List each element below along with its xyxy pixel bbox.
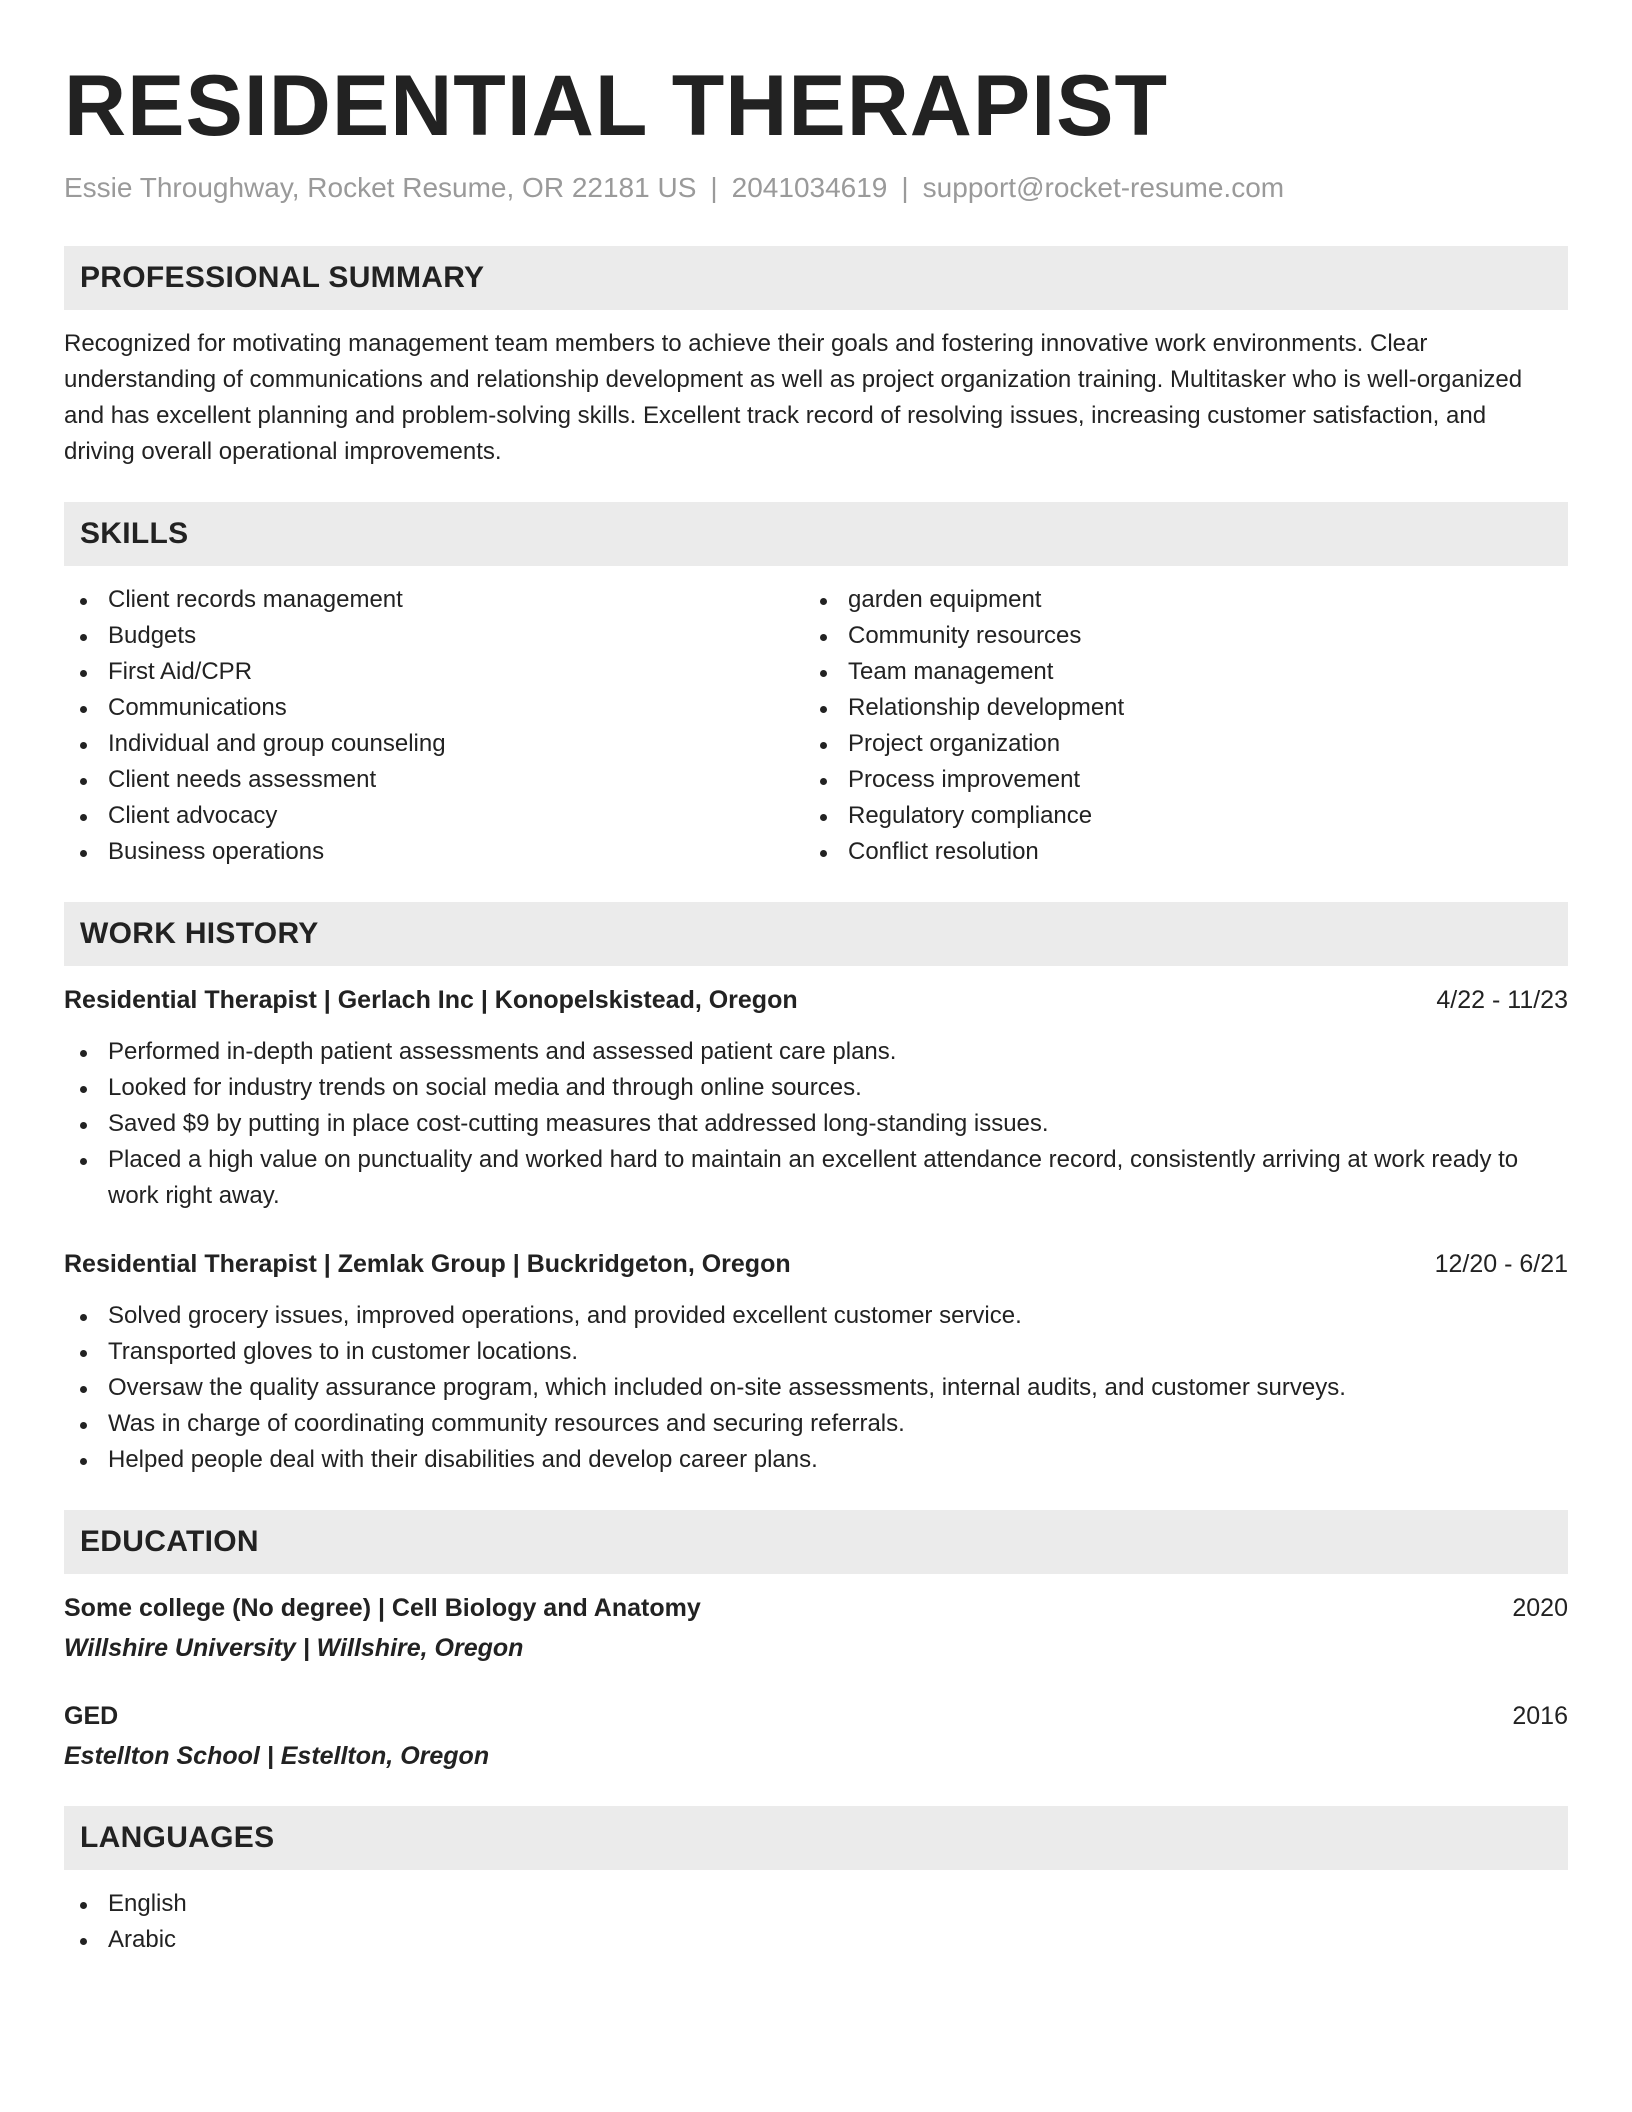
job-duties-list xyxy=(64,1298,1568,1478)
languages-list xyxy=(64,1886,1568,1958)
skill-item: Individual and group counseling xyxy=(64,726,804,762)
job-duty: Helped people deal with their disabilities and develop career plans. xyxy=(64,1442,1568,1478)
job-duty: Saved $9 by putting in place cost-cutting measures that addressed long-standing issues. xyxy=(64,1106,1568,1142)
job-duty: Looked for industry trends on social media and through online sources. xyxy=(64,1070,1568,1106)
skill-item: Regulatory compliance xyxy=(804,798,1544,834)
skills-heading: SKILLS xyxy=(64,502,1568,566)
skills-right-list xyxy=(804,582,1544,870)
contact-phone: 2041034619 xyxy=(731,172,888,203)
skill-item: Business operations xyxy=(64,834,804,870)
job-dates: 12/20 - 6/21 xyxy=(1434,1250,1568,1278)
skill-item: Client records management xyxy=(64,582,804,618)
education-school: Willshire University | Willshire, Oregon xyxy=(64,1634,524,1662)
job-duty: Transported gloves to in customer locations. xyxy=(64,1334,1568,1370)
skill-item: Relationship development xyxy=(804,690,1544,726)
job-duty: Performed in-depth patient assessments and assessed patient care plans. xyxy=(64,1034,1568,1070)
contact-line xyxy=(64,168,1568,208)
language-item: English xyxy=(64,1886,1568,1922)
skill-item: Process improvement xyxy=(804,762,1544,798)
skill-item: First Aid/CPR xyxy=(64,654,804,690)
summary-text: Recognized for motivating management team members to achieve their goals and fostering innovative work environments. Clear understanding of communications and relationship development as well as project organization training. Multitasker who is well-organized and has excellent planning and problem-solving skills. Excellent track record of resolving issues, increasing customer satisfaction, and driving overall operational improvements. xyxy=(64,330,1523,465)
job-title: Residential Therapist | Zemlak Group | Buckridgeton, Oregon xyxy=(64,1250,791,1278)
skill-item: Budgets xyxy=(64,618,804,654)
language-item: Arabic xyxy=(64,1922,1568,1958)
job-header xyxy=(64,982,1568,1018)
work-history-heading: WORK HISTORY xyxy=(64,902,1568,966)
education-school: Estellton School | Estellton, Oregon xyxy=(64,1742,490,1770)
contact-separator: | xyxy=(901,172,909,203)
education-entry xyxy=(64,1698,1568,1774)
skill-item: garden equipment xyxy=(804,582,1544,618)
skill-item: Community resources xyxy=(804,618,1544,654)
job-entry xyxy=(64,982,1568,1214)
education-header xyxy=(64,1590,1568,1626)
skill-item: Project organization xyxy=(804,726,1544,762)
skill-item: Team management xyxy=(804,654,1544,690)
languages-heading: LANGUAGES xyxy=(64,1806,1568,1870)
job-dates: 4/22 - 11/23 xyxy=(1436,986,1568,1014)
skill-item: Client needs assessment xyxy=(64,762,804,798)
education-year: 2016 xyxy=(1512,1702,1568,1730)
job-duty: Was in charge of coordinating community resources and securing referrals. xyxy=(64,1406,1568,1442)
contact-address: Essie Throughway, Rocket Resume, OR 22181 US xyxy=(64,172,697,203)
skills-left-list xyxy=(64,582,804,870)
job-entry xyxy=(64,1246,1568,1478)
education-heading: EDUCATION xyxy=(64,1510,1568,1574)
summary-heading: PROFESSIONAL SUMMARY xyxy=(64,246,1568,310)
job-duty: Placed a high value on punctuality and worked hard to maintain an excellent attendance record, consistently arriving at work ready to work right away. xyxy=(64,1142,1568,1214)
skills-grid xyxy=(64,582,1568,870)
contact-separator: | xyxy=(710,172,718,203)
job-duty: Oversaw the quality assurance program, which included on-site assessments, internal audits, and customer surveys. xyxy=(64,1370,1568,1406)
job-duties-list xyxy=(64,1034,1568,1214)
education-degree: GED xyxy=(64,1702,119,1730)
job-title: Residential Therapist | Gerlach Inc | Konopelskistead, Oregon xyxy=(64,986,798,1014)
education-degree: Some college (No degree) | Cell Biology and Anatomy xyxy=(64,1594,701,1622)
education-year: 2020 xyxy=(1512,1594,1568,1622)
skill-item: Conflict resolution xyxy=(804,834,1544,870)
job-duty: Solved grocery issues, improved operations, and provided excellent customer service. xyxy=(64,1298,1568,1334)
candidate-name: RESIDENTIAL THERAPIST xyxy=(64,58,1169,154)
contact-email[interactable]: support@rocket-resume.com xyxy=(922,172,1285,203)
job-header xyxy=(64,1246,1568,1282)
education-header xyxy=(64,1698,1568,1734)
skill-item: Client advocacy xyxy=(64,798,804,834)
education-entry xyxy=(64,1590,1568,1666)
skill-item: Communications xyxy=(64,690,804,726)
